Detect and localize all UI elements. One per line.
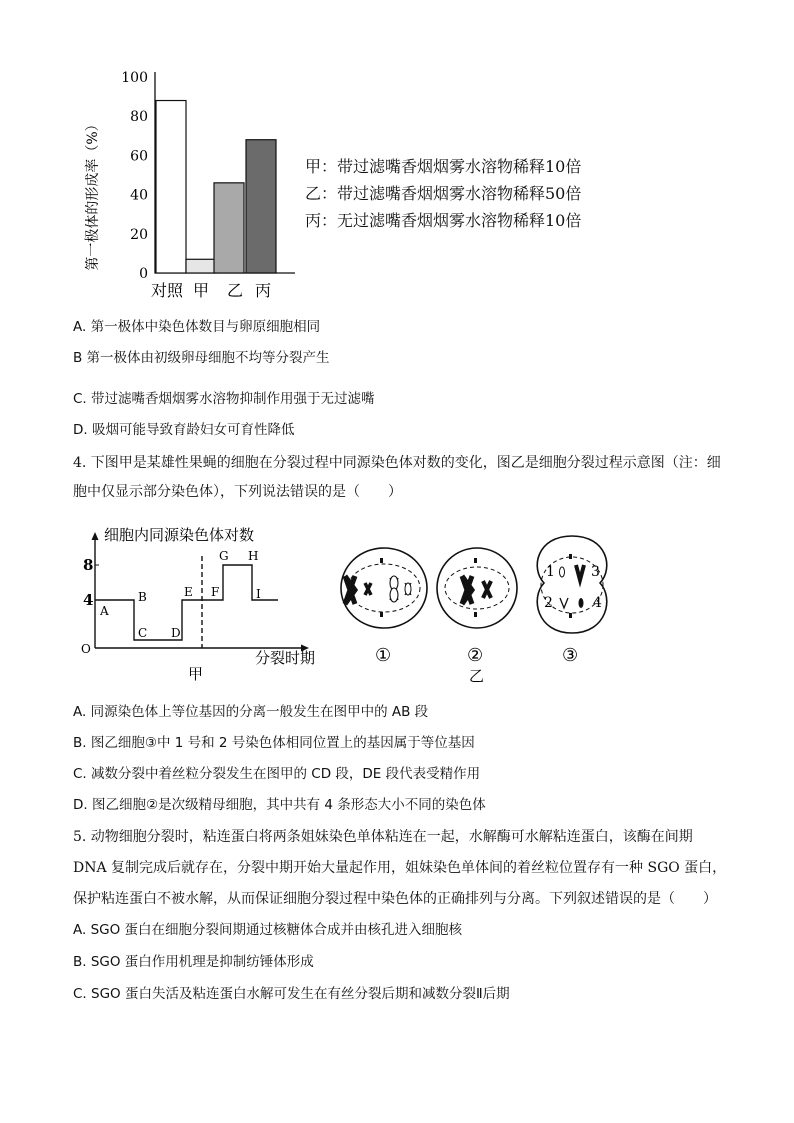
bar-3 [246,140,276,273]
q5-option-c: C. SGO 蛋白失活及粘连蛋白水解可发生在有丝分裂后期和减数分裂Ⅱ后期 [73,986,510,1002]
y-tick-label: 100 [121,70,148,86]
graph-point-e: E [184,585,193,599]
q5-option-b: B. SGO 蛋白作用机理是抑制纺锤体形成 [73,954,314,970]
cell-2-label: ② [467,645,484,666]
legend-item-jia: 甲：带过滤嘴香烟烟雾水溶物稀释10倍 [305,157,582,176]
graph-origin: O [81,642,91,656]
cell-3-label-3: 3 [591,564,600,580]
x-category-label: 乙 [226,281,244,300]
graph-point-c: C [138,626,148,640]
cell-3-label: ③ [562,645,579,666]
bar-0 [156,101,186,273]
legend-item-yi: 乙：带过滤嘴香烟烟雾水溶物稀释50倍 [305,184,582,203]
q3-option-b: B 第一极体由初级卵母细胞不均等分裂产生 [73,350,330,366]
y-axis-title: 第一极体的形成率（%） [85,117,101,271]
cell-division-diagrams [332,528,622,688]
q4-stem-line1: 4. 下图甲是某雄性果蝇的细胞在分裂过程中同源染色体对数的变化，图乙是细胞分裂过程示意图（注：细 [73,455,721,471]
q4-stem-line2: 胞中仅显示部分染色体），下列说法错误的是（ ） [73,484,402,500]
q4-option-a: A. 同源染色体上等位基因的分离一般发生在图甲中的 AB 段 [73,704,429,720]
y-tick-label: 0 [139,266,148,282]
cell-1-label: ① [375,645,392,666]
cell-3-label-1: 1 [546,564,555,580]
bar-2 [214,183,244,273]
graph-ytick-4: 4 [83,591,94,609]
graph-point-d: D [171,626,181,640]
y-tick-label: 40 [130,187,148,204]
graph-point-b: B [138,590,147,604]
cell-3-label-4: 4 [593,595,602,611]
graph-point-a: A [100,604,109,618]
q3-option-d: D. 吸烟可能导致育龄妇女可育性降低 [73,422,295,438]
graph-caption: 甲 [188,665,204,683]
y-tick-label: 80 [130,109,148,126]
q4-option-d: D. 图乙细胞②是次级精母细胞，其中共有 4 条形态大小不同的染色体 [73,797,486,813]
graph-point-i: I [256,587,261,601]
q4-option-b: B. 图乙细胞③中 1 号和 2 号染色体相同位置上的基因属于等位基因 [73,735,475,751]
cell-1 [341,548,427,666]
cell-2 [437,548,517,685]
homologous-pairs-step-graph [78,518,328,683]
graph-x-label: 分裂时期 [255,649,316,667]
graph-point-g: G [219,549,229,563]
cell-3-label-2: 2 [544,595,553,611]
cell-diagram-caption: 乙 [469,667,485,685]
formation-rate-bar-chart [80,64,310,304]
graph-point-f: F [211,585,220,599]
q5-stem-line1: 5. 动物细胞分裂时，粘连蛋白将两条姐妹染色单体粘连在一起，水解酶可水解粘连蛋白，该酶在间期 [73,829,693,845]
q5-stem-line2: DNA 复制完成后就存在，分裂中期开始大量起作用，姐妹染色单体间的着丝粒位置存有一种 SGO 蛋白， [73,860,727,876]
y-tick-label: 60 [130,148,148,165]
q3-option-c: C. 带过滤嘴香烟烟雾水溶物抑制作用强于无过滤嘴 [73,391,375,407]
graph-title: 细胞内同源染色体对数 [104,526,255,544]
q5-stem-line3: 保护粘连蛋白不被水解，从而保证细胞分裂过程中染色体的正确排列与分离。下列叙述错误的是（ ） [73,891,717,907]
q4-option-c: C. 减数分裂中着丝粒分裂发生在图甲的 CD 段，DE 段代表受精作用 [73,766,481,782]
x-category-label: 丙 [254,281,272,300]
graph-step-line [95,565,278,640]
x-category-label: 对照 [150,281,184,300]
legend-item-bing: 丙：无过滤嘴香烟烟雾水溶物稀释10倍 [305,211,582,230]
graph-ytick-8: 8 [83,556,94,574]
cell-3 [537,536,607,666]
q3-option-a: A. 第一极体中染色体数目与卵原细胞相同 [73,319,321,335]
graph-point-h: H [248,549,259,563]
q5-option-a: A. SGO 蛋白在细胞分裂间期通过核糖体合成并由核孔进入细胞核 [73,922,463,938]
bar-1 [186,259,216,273]
x-category-label: 甲 [192,281,210,300]
y-tick-label: 20 [130,226,148,243]
